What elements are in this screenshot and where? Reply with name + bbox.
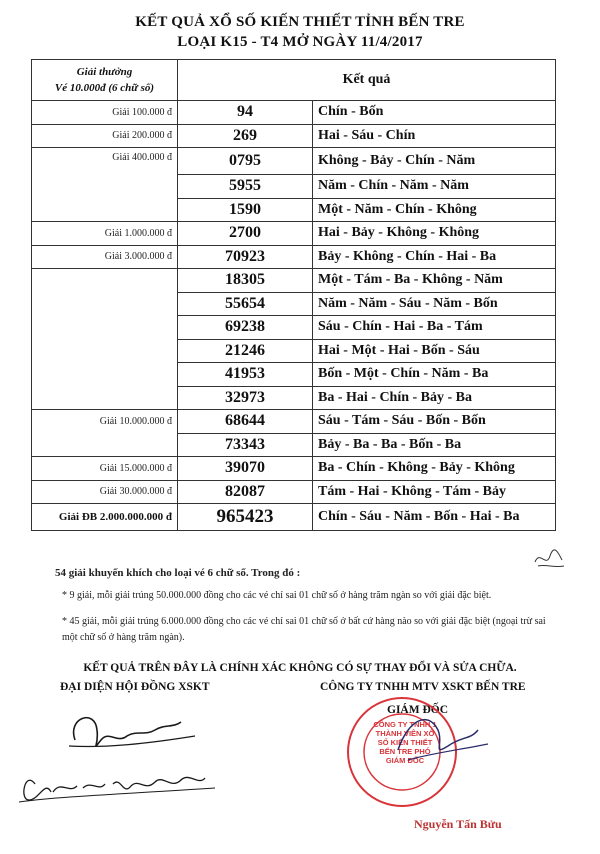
number-words: Năm - Chín - Năm - Năm (313, 175, 556, 199)
seal-text: CÔNG TY TNHH 1 THÀNH VIÊN XỔ SỐ KIẾN THIẾT BẾN TRE PHÓ GIÁM ĐỐC (373, 720, 437, 765)
table-row (32, 101, 556, 125)
table-row (32, 457, 556, 481)
number-words: Hai - Sáu - Chín (313, 124, 556, 148)
confirmation-statement: KẾT QUẢ TRÊN ĐÂY LÀ CHÍNH XÁC KHÔNG CÓ SỰ THAY ĐỔI VÀ SỬA CHỮA. (83, 662, 517, 674)
consolation-intro: 54 giải khuyến khích cho loại vé 6 chữ số. Trong đó : (55, 567, 301, 579)
winning-number: 68644 (178, 410, 313, 434)
council-title: ĐẠI DIỆN HỘI ĐỒNG XSKT (60, 681, 210, 693)
prize-label: Giải 400.000 đ (32, 148, 178, 175)
table-row (32, 124, 556, 148)
document-subtitle: LOẠI K15 - T4 MỞ NGÀY 11/4/2017 (177, 34, 423, 50)
winning-number: 70923 (178, 245, 313, 269)
number-words: Hai - Bảy - Không - Không (313, 222, 556, 246)
prize-label: Giải 1.000.000 đ (32, 222, 178, 246)
prize-label (32, 269, 178, 293)
winning-number: 2700 (178, 222, 313, 246)
company-title: CÔNG TY TNHH MTV XSKT BẾN TRE (320, 681, 526, 693)
table-row (32, 222, 556, 246)
number-words: Bảy - Ba - Ba - Bốn - Ba (313, 433, 556, 457)
winning-number: 32973 (178, 386, 313, 410)
special-prize-row (32, 504, 556, 531)
table-row (32, 363, 556, 387)
number-words: Bốn - Một - Chín - Năm - Ba (313, 363, 556, 387)
winning-number: 41953 (178, 363, 313, 387)
number-words: Một - Năm - Chín - Không (313, 198, 556, 222)
prize-label (32, 316, 178, 340)
number-words: Không - Bảy - Chín - Năm (313, 148, 556, 175)
table-row (32, 386, 556, 410)
council-signature (5, 700, 235, 830)
prize-label: Giải 15.000.000 đ (32, 457, 178, 481)
table-row (32, 245, 556, 269)
table-row (32, 480, 556, 504)
prize-label: Giải 100.000 đ (32, 101, 178, 125)
number-words: Một - Tám - Ba - Không - Năm (313, 269, 556, 293)
table-row (32, 410, 556, 434)
prize-label: Giải 200.000 đ (32, 124, 178, 148)
special-number-words: Chín - Sáu - Năm - Bốn - Hai - Ba (313, 504, 556, 531)
winning-number: 69238 (178, 316, 313, 340)
document-title: KẾT QUẢ XỔ SỐ KIẾN THIẾT TỈNH BẾN TRE (135, 14, 465, 30)
winning-number: 39070 (178, 457, 313, 481)
prize-label (32, 175, 178, 199)
table-row (32, 433, 556, 457)
director-signature (378, 700, 498, 780)
prize-label: Giải 30.000.000 đ (32, 480, 178, 504)
prize-label (32, 386, 178, 410)
winning-number: 94 (178, 101, 313, 125)
winning-number: 269 (178, 124, 313, 148)
prize-label (32, 198, 178, 222)
winning-number: 73343 (178, 433, 313, 457)
header-prize-cell (32, 60, 178, 101)
prize-label (32, 292, 178, 316)
special-prize-label: Giải ĐB 2.000.000.000 đ (32, 504, 178, 531)
table-row (32, 175, 556, 199)
header-ticket: Vé 10.000đ (6 chữ số) (54, 82, 155, 94)
header-result: Kết quả (178, 60, 556, 101)
director-title: GIÁM ĐỐC (387, 704, 449, 716)
prize-label (32, 363, 178, 387)
winning-number: 0795 (178, 148, 313, 175)
number-words: Sáu - Chín - Hai - Ba - Tám (313, 316, 556, 340)
table-header-row (32, 60, 556, 101)
number-words: Chín - Bốn (313, 101, 556, 125)
number-words: Hai - Một - Hai - Bốn - Sáu (313, 339, 556, 363)
header-prize: Giải thưởng (76, 66, 133, 78)
number-words: Ba - Chín - Không - Bảy - Không (313, 457, 556, 481)
number-words: Năm - Năm - Sáu - Năm - Bốn (313, 292, 556, 316)
table-row (32, 339, 556, 363)
winning-number: 1590 (178, 198, 313, 222)
number-words: Sáu - Tám - Sáu - Bốn - Bốn (313, 410, 556, 434)
table-row (32, 148, 556, 175)
prize-label: Giải 10.000.000 đ (32, 410, 178, 434)
table-row (32, 292, 556, 316)
prize-label (32, 339, 178, 363)
number-words: Bảy - Không - Chín - Hai - Ba (313, 245, 556, 269)
winning-number: 82087 (178, 480, 313, 504)
consolation-note-1: * 9 giải, mỗi giải trúng 50.000.000 đồng cho các vé chỉ sai 01 chữ số ở hàng trăm ngàn so với giải đặc biệt. (62, 590, 492, 601)
results-table (31, 59, 556, 531)
director-name: Nguyễn Tấn Bửu (414, 817, 502, 831)
table-row (32, 316, 556, 340)
number-words: Tám - Hai - Không - Tám - Bảy (313, 480, 556, 504)
initials-mark (532, 546, 566, 572)
table-row (32, 198, 556, 222)
special-winning-number: 965423 (178, 504, 313, 531)
prize-label (32, 433, 178, 457)
winning-number: 55654 (178, 292, 313, 316)
prize-label: Giải 3.000.000 đ (32, 245, 178, 269)
table-row (32, 269, 556, 293)
winning-number: 18305 (178, 269, 313, 293)
winning-number: 5955 (178, 175, 313, 199)
consolation-note-2: * 45 giải, mỗi giải trúng 6.000.000 đồng cho các vé chỉ sai 01 chữ số ở bất cứ hàng nào so với giải đặc biệt (ngoại trừ sai một chữ số ở hàng trăm ngàn). (62, 616, 546, 643)
number-words: Ba - Hai - Chín - Bảy - Ba (313, 386, 556, 410)
winning-number: 21246 (178, 339, 313, 363)
